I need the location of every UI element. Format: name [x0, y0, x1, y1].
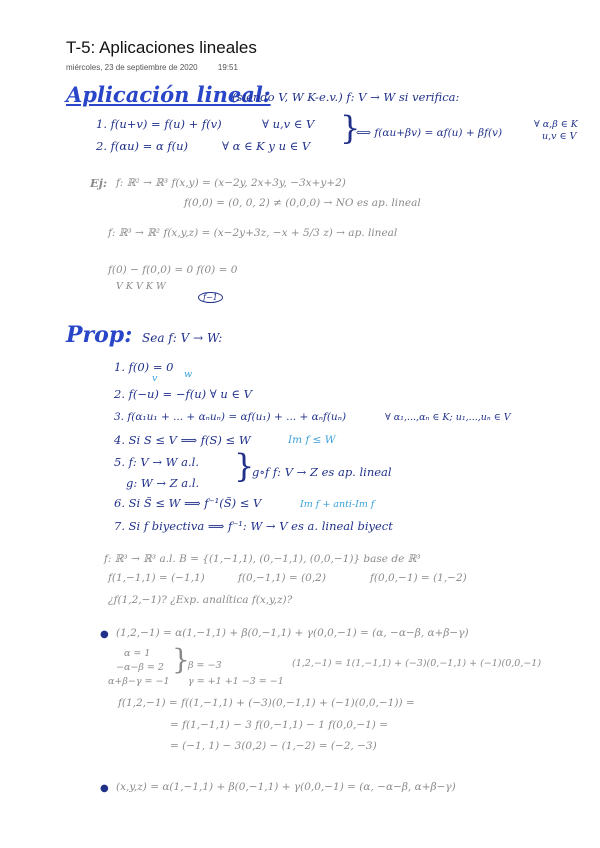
prop-3-quantifier: ∀ α₁,...,αₙ ∈ K; u₁,...,uₙ ∈ V [385, 412, 511, 423]
page-time: 19:51 [217, 63, 238, 72]
prop-1-sub-v: v [152, 373, 158, 384]
example-line-1: f: ℝ² → ℝ³ f(x,y) = (x−2y, 2x+3y, −3x+y+2) [116, 177, 346, 189]
definition-heading: Aplicación lineal: [66, 82, 271, 107]
prop-4: 4. Si S ≤ V ⟹ f(S) ≤ W [114, 433, 251, 447]
example-label: Ej: [90, 176, 108, 190]
bullet-1: ● [100, 629, 109, 640]
evaluation-line-1: f(1,2,−1) = f((1,−1,1) + (−3)(0,−1,1) + (−1)(0,0,−1)) = [118, 697, 415, 709]
prop-2: 2. f(−u) = −f(u) ∀ u ∈ V [114, 387, 252, 401]
prop-5-line-2: g: W → Z a.l. [126, 476, 200, 490]
example-line-3: f: ℝ³ → ℝ² f(x,y,z) = (x−2y+3z, −x + 5/3 z) → ap. lineal [108, 227, 398, 239]
prop-5-brace: } [234, 447, 255, 485]
prop-3: 3. f(α₁u₁ + ... + αₙuₙ) = αf(u₁) + ... + αₙf(uₙ) [114, 411, 347, 423]
prop-7: 7. Si f biyectiva ⟹ f⁻¹: W → V es a. lineal biyect [114, 519, 393, 533]
system-eq-1: α = 1 [124, 648, 151, 659]
example-circled-note: f−1 [198, 292, 223, 303]
exercise-image-1: f(1,−1,1) = (−1,1) [108, 572, 205, 584]
prop-heading: Prop: [66, 322, 133, 348]
exercise-image-3: f(0,0,−1) = (1,−2) [370, 572, 467, 584]
definition-brace: } [340, 109, 361, 147]
bullet-2: ● [100, 783, 109, 794]
system-sol-beta: β = −3 [188, 660, 222, 671]
example-line-4: f(0) − f(0,0) = 0 f(0) = 0 [108, 264, 238, 276]
system-eq-3: α+β−γ = −1 [108, 676, 170, 687]
rule-2: 2. f(αu) = α f(u) [96, 139, 189, 153]
combined-rule: ⟺ f(αu+βv) = αf(u) + βf(v) [356, 127, 503, 139]
exercise-image-2: f(0,−1,1) = (0,2) [238, 572, 326, 584]
prop-5-conclusion: g∘f f: V → Z es ap. lineal [252, 465, 392, 479]
rule-2-quantifier: ∀ α ∈ K y u ∈ V [222, 139, 311, 153]
example-line-4-subscripts: V K V K W [116, 281, 166, 292]
example-line-2: f(0,0) = (0, 0, 2) ≠ (0,0,0) → NO es ap. lineal [184, 197, 421, 209]
evaluation-line-2: = f(1,−1,1) − 3 f(0,−1,1) − 1 f(0,0,−1) = [170, 719, 389, 731]
exercise-question: ¿f(1,2,−1)? ¿Exp. analítica f(x,y,z)? [108, 594, 293, 606]
page-title: T-5: Aplicaciones lineales [66, 38, 257, 57]
prop-6: 6. Si S̃ ≤ W ⟹ f⁻¹(S̃) ≤ V [114, 496, 262, 510]
system-sol-gamma: γ = +1 +1 −3 = −1 [188, 676, 284, 687]
prop-6-note: Im f + anti-Im f [300, 499, 375, 510]
evaluation-line-3: = (−1, 1) − 3(0,2) − (1,−2) = (−2, −3) [170, 740, 377, 752]
definition-intro: (siendo V, W K-e.v.) f: V → W si verifica: [232, 90, 460, 104]
exercise-statement: f: ℝ³ → ℝ³ a.l. B = {(1,−1,1), (0,−1,1), (0,0,−1)} base de ℝ³ [104, 553, 421, 565]
system-eq-2: −α−β = 2 [116, 662, 164, 673]
prop-4-note: Im f ≤ W [288, 434, 336, 446]
prop-5-line-1: 5. f: V → W a.l. [114, 455, 199, 469]
combined-quantifier-2: u,v ∈ V [542, 131, 577, 142]
combined-quantifier-1: ∀ α,β ∈ K [534, 119, 578, 130]
prop-1-sub-w: w [184, 369, 193, 380]
general-decomposition: (x,y,z) = α(1,−1,1) + β(0,−1,1) + γ(0,0,−1) = (α, −α−β, α+β−γ) [116, 781, 456, 793]
rule-1: 1. f(u+v) = f(u) + f(v) [96, 117, 222, 131]
combination-result: (1,2,−1) = 1(1,−1,1) + (−3)(0,−1,1) + (−1)(0,0,−1) [292, 658, 542, 669]
page-meta [66, 63, 238, 72]
page-date: miércoles, 23 de septiembre de 2020 [66, 63, 198, 72]
prop-intro: Sea f: V → W: [142, 331, 223, 345]
prop-1: 1. f(0) = 0 [114, 360, 174, 374]
exercise-decomposition: (1,2,−1) = α(1,−1,1) + β(0,−1,1) + γ(0,0,−1) = (α, −α−β, α+β−γ) [116, 627, 469, 639]
rule-1-quantifier: ∀ u,v ∈ V [262, 117, 315, 131]
system-brace: } [172, 643, 190, 676]
